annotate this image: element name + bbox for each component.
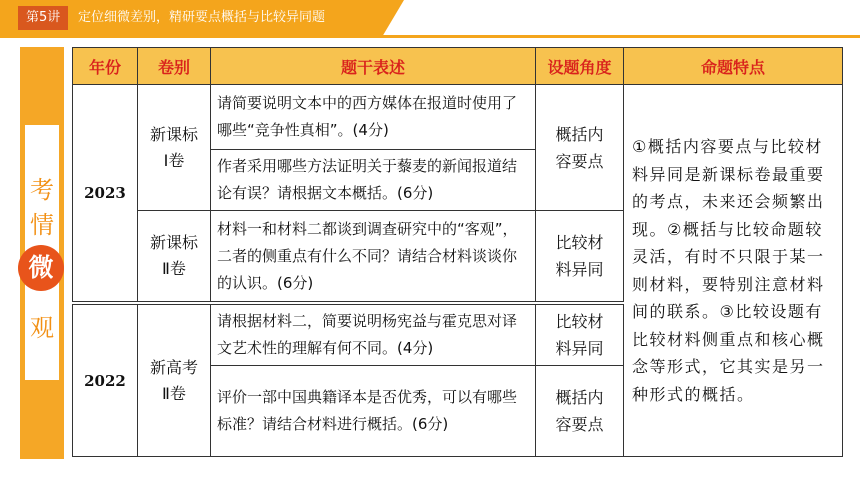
exam-analysis-table — [72, 47, 843, 457]
volume-cell: 新课标 Ⅱ卷 — [138, 211, 211, 304]
col-header-year: 年份 — [73, 48, 138, 85]
table-row — [73, 85, 843, 150]
header-underline — [0, 35, 860, 38]
question-cell: 请根据材料二，简要说明杨宪益与霍克思对译文艺术性的理解有何不同。(4分) — [211, 303, 536, 366]
side-char-kao: 考 — [30, 176, 54, 204]
angle-cell: 概括内 容要点 — [536, 366, 624, 457]
features-cell: ①概括内容要点与比较材料异同是新课标卷最重要的考点，未来还会频繁出现。②概括与比较命题较灵活，有时不只限于某一则材料，要特别注意材料间的联系。③比较设题有比较材料侧重点和核心概念等形式，它其实是另一种形式的概括。 — [624, 85, 843, 457]
volume-cell: 新课标 Ⅰ卷 — [138, 85, 211, 211]
table-header-row — [73, 48, 843, 85]
volume-cell: 新高考 Ⅱ卷 — [138, 303, 211, 457]
angle-cell: 比较材 料异同 — [536, 303, 624, 366]
angle-cell: 比较材 料异同 — [536, 211, 624, 304]
lecture-badge: 第5讲 — [18, 6, 68, 30]
col-header-volume: 卷别 — [138, 48, 211, 85]
col-header-features: 命题特点 — [624, 48, 843, 85]
year-cell-2023: 2023 — [73, 85, 138, 304]
col-header-question: 题干表述 — [211, 48, 536, 85]
side-char-qing: 情 — [30, 211, 54, 239]
question-cell: 评价一部中国典籍译本是否优秀，可以有哪些标准？请结合材料进行概括。(6分) — [211, 366, 536, 457]
header-bar — [0, 0, 860, 37]
question-cell: 材料一和材料二都谈到调查研究中的“客观”，二者的侧重点有什么不同？请结合材料谈谈你的认识。(6分) — [211, 211, 536, 304]
question-cell: 作者采用哪些方法证明关于藜麦的新闻报道结论有误？请根据文本概括。(6分) — [211, 150, 536, 211]
year-cell-2022: 2022 — [73, 303, 138, 457]
question-cell: 请简要说明文本中的西方媒体在报道时使用了哪些“竞争性真相”。(4分) — [211, 85, 536, 150]
col-header-angle: 设题角度 — [536, 48, 624, 85]
lecture-title: 定位细微差别，精研要点概括与比较异同题 — [78, 10, 326, 25]
side-char-wei-badge: 微 — [18, 245, 64, 291]
angle-cell: 概括内 容要点 — [536, 85, 624, 211]
header-notch — [382, 0, 404, 37]
side-char-guan: 观 — [30, 314, 54, 342]
